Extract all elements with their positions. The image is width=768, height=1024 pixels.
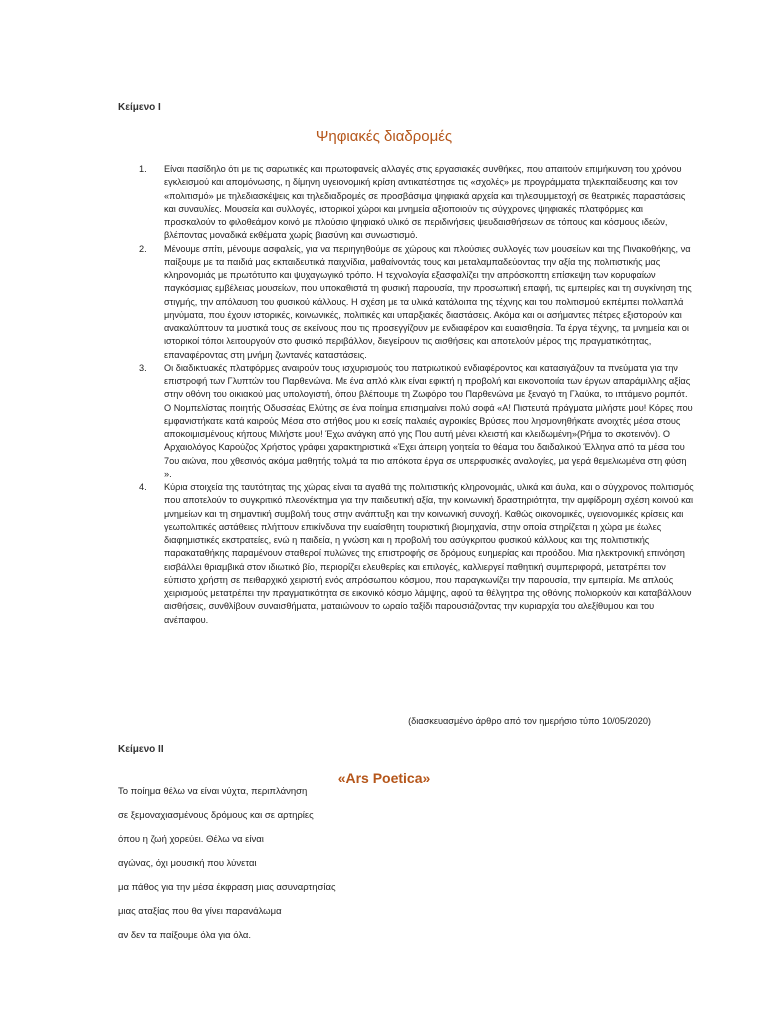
- item-text: Είναι πασίδηλο ότι με τις σαρωτικές και πρωτοφανείς αλλαγές στις εργασιακές συνθήκες, που απαιτούν επιμήκυνση του χρόνου εγκλεισμού και απομόνωσης, η δίμηνη υγειονομική κρίση αντικατέστησε τις «σχολές» με προγράμματα τηλεκπαίδευσης και τον «πολιτισμό» με τηλεδιασκέψεις και τηλεδιαδρομές σε προσβάσιμα ψηφιακά αρχεία και τηλεσυμμετοχή σε θεατρικές παραστάσεις και συναυλίες. Μουσεία και συλλογές, ιστορικοί χώροι και μνημεία αξιοποιούν τις σύγχρονες ψηφιακές πλατφόρμες και προσκαλούν το φιλοθεάμον κοινό με πλούσιο ψηφιακό υλικό σε περιδινήσεις ψευδαισθήσεων σε τόπους και κόσμους ιδεών, βλέποντας μοναδικά εκθέματα χωρίς βιασύνη και συνωστισμό.: [164, 164, 686, 241]
- text1-label: Κείμενο Ι: [118, 102, 161, 113]
- poem-line: όπου η ζωή χορεύει. Θέλω να είναι: [118, 834, 264, 845]
- item-text: Μένουμε σπίτι, μένουμε ασφαλείς, για να περιηγηθούμε σε χώρους και πλούσιες συλλογές των μουσείων και της Πινακοθήκης, να παίξουμε με τα παιδιά μας εκπαιδευτικά παιχνίδια, μαθαίνοντάς τους και μεταλαμπαδεύοντας την αξία της πολιτιστικής μας κληρονομιάς με πρωτότυπο και ψυχαγωγικό τρόπο. Η τεχνολογία εξασφαλίζει την απρόσκοπτη επίσκεψη των κορυφαίων παγκόσμιας εμβέλειας μουσείων, που υποκαθιστά τη φυσική παρουσία, την προσωπική επαφή, τις εμπειρίες και τη συγκίνηση της στιγμής, την απόλαυση του φυσικού κάλλους. Η σχέση με τα υλικά κατάλοιπα της τέχνης και του πολιτισμού εκπέμπει πολλαπλά μηνύματα, που έχουν ιστορικές, κοινωνικές, πολιτικές και υπαρξιακές διαστάσεις. Ακόμα και οι ασήμαντες πέτρες εξιστορούν και ανακαλύπτουν τα μυστικά τους σε εκείνους που τις προσεγγίζουν με ενδιαφέρον και ευαισθησία. Τα έργα τέχνης, τα μνημεία και οι ιστορικοί τόποι λειτουργούν στο φυσικό περιβάλλον, διεγείρουν τις αισθήσεις και αποτελούν μέρος της πραγματικότητας, επαναφέροντας στη μνήμη ζωντανές καταστάσεις.: [164, 243, 692, 360]
- item-text: Οι διαδικτυακές πλατφόρμες αναιρούν τους ισχυρισμούς του πατριωτικού ενδιαφέροντος και κατασιγάζουν τα πνεύματα για την επιστροφή των Γλυπτών του Παρθενώνα. Με ένα απλό κλικ είναι εφικτή η προβολή και εικονοποιία των έργων απαράμιλλης αξίας στην οθόνη του οικιακού μας υπολογιστή, όπου βλέπουμε τη Ζωφόρο του Παρθενώνα με ξεναγό τη Γλαύκα, το ιπτάμενο ρομπότ. Ο Νομπελίστας ποιητής Οδυσσέας Ελύτης σε ένα ποίημα επισημαίνει πολύ σοφά «Α! Πιστευτά πράγματα μιλήστε μου! Κόρες που εμφανιστήκατε κατά καιρούς Μέσα στο στήθος μου κι εσείς παλαιές αγροικίες Βρύσες που λησμονηθήκατε ανοιχτές μέσα στους αποκοιμισμένους κήπους Μιλήστε μου! Έχω ανάγκη από γης Που αυτή μένει κλειστή και κλειδωμένη»(Ρήμα το σκοτεινόν). Ο Αρχαιολόγος Καρούζος Χρήστος γράφει χαρακτηριστικά «Έχει άπειρη γοητεία το θέαμα του δαιδαλικού Έλληνα από τα μέσα του 7ου αιώνα, που χθεσινός ακόμα μαθητής τολμά τα πιο απόκοτα έργα σε υπερφυσικές αναλογίες, μα γερά θεμελιωμένα στη φύση ».: [164, 362, 693, 479]
- poem-line: Το ποίημα θέλω να είναι νύχτα, περιπλάνηση: [118, 786, 308, 797]
- text2-title: «Ars Poetica»: [337, 770, 431, 786]
- item-number: 3.: [139, 362, 147, 373]
- item-number: 2.: [139, 243, 147, 254]
- item-text: Κύρια στοιχεία της ταυτότητας της χώρας είναι τα αγαθά της πολιτιστικής κληρονομιάς, υλικά και άυλα, και ο σύγχρονος πολιτισμός που αποτελούν το συγκριτικό πλεονέκτημα για την παιδευτική αξία, την κοινωνική δραστηριότητα, την αμφίδρομη σχέση κοινού και μνημείων και τη σημαντική συμβολή τους στην ανάπτυξη και την κοινωνική συνοχή. Καθώς οικονομικές, υγειονομικές κρίσεις και γεωπολιτικές αστάθειες πλήττουν επικίνδυνα την ευαίσθητη τουριστική βιομηχανία, στην οποία στηρίζεται η χώρα με έωλες διαφημιστικές εκστρατείες, ενώ η παιδεία, η γνώση και η προβολή του ασύγκριτου φυσικού κάλλους και της πολιτιστικής παρακαταθήκης παραμένουν σταθεροί πυλώνες της επιστροφής σε δρόμους ευημερίας και προόδου. Μια ηλεκτρονική επινόηση εισβάλλει θριαμβικά στον ιδιωτικό βίο, περιορίζει ελευθερίες και επιλογές, καλλιεργεί παθητική συμπεριφορά, μετατρέπει τον εύπιστο χρήστη σε πειθαρχικό χειριστή ενός απρόσωπου κόσμου, που παραγκωνίζει την παρουσία, την εμπειρία. Με απλούς χειρισμούς μετατρέπει την πραγματικότητα σε εικονικό κόσμο λάμψης, αφού τα θέλγητρα της οθόνης πολιορκούν και καταβάλλουν αισθήσεις, συνθλίβουν συναισθήματα, ματαιώνουν το ωραίο ταξίδι παρουσιάζοντας την κυριαρχία του αλεξίθυμου και του ανέπαφου.: [164, 482, 694, 625]
- poem-line: σε ξεμοναχιασμένους δρόμους και σε αρτηρίες: [118, 810, 314, 821]
- item-number: 1.: [139, 164, 147, 174]
- item-number: 4.: [139, 482, 147, 492]
- poem-line: αν δεν τα παίξουμε όλα για όλα.: [118, 930, 252, 941]
- poem-line: μα πάθος για την μέσα έκφραση μιας ασυναρτησίας: [118, 882, 336, 893]
- poem-line: μιας αταξίας που θα γίνει παρανάλωμα: [118, 906, 282, 917]
- list-item: [139, 481, 694, 627]
- text2-label: Κείμενο ΙΙ: [118, 744, 164, 755]
- poem-line: αγώνας, όχι μουσική που λύνεται: [118, 858, 257, 869]
- list-item: [139, 362, 694, 481]
- list-item: [139, 163, 694, 243]
- text1-paragraph-list: [118, 163, 694, 627]
- list-item: [139, 243, 694, 362]
- text1-title: Ψηφιακές διαδρομές: [315, 128, 453, 145]
- source-citation: (διασκευασμένο άρθρο από τον ημερήσιο τύπο 10/05/2020): [408, 716, 651, 726]
